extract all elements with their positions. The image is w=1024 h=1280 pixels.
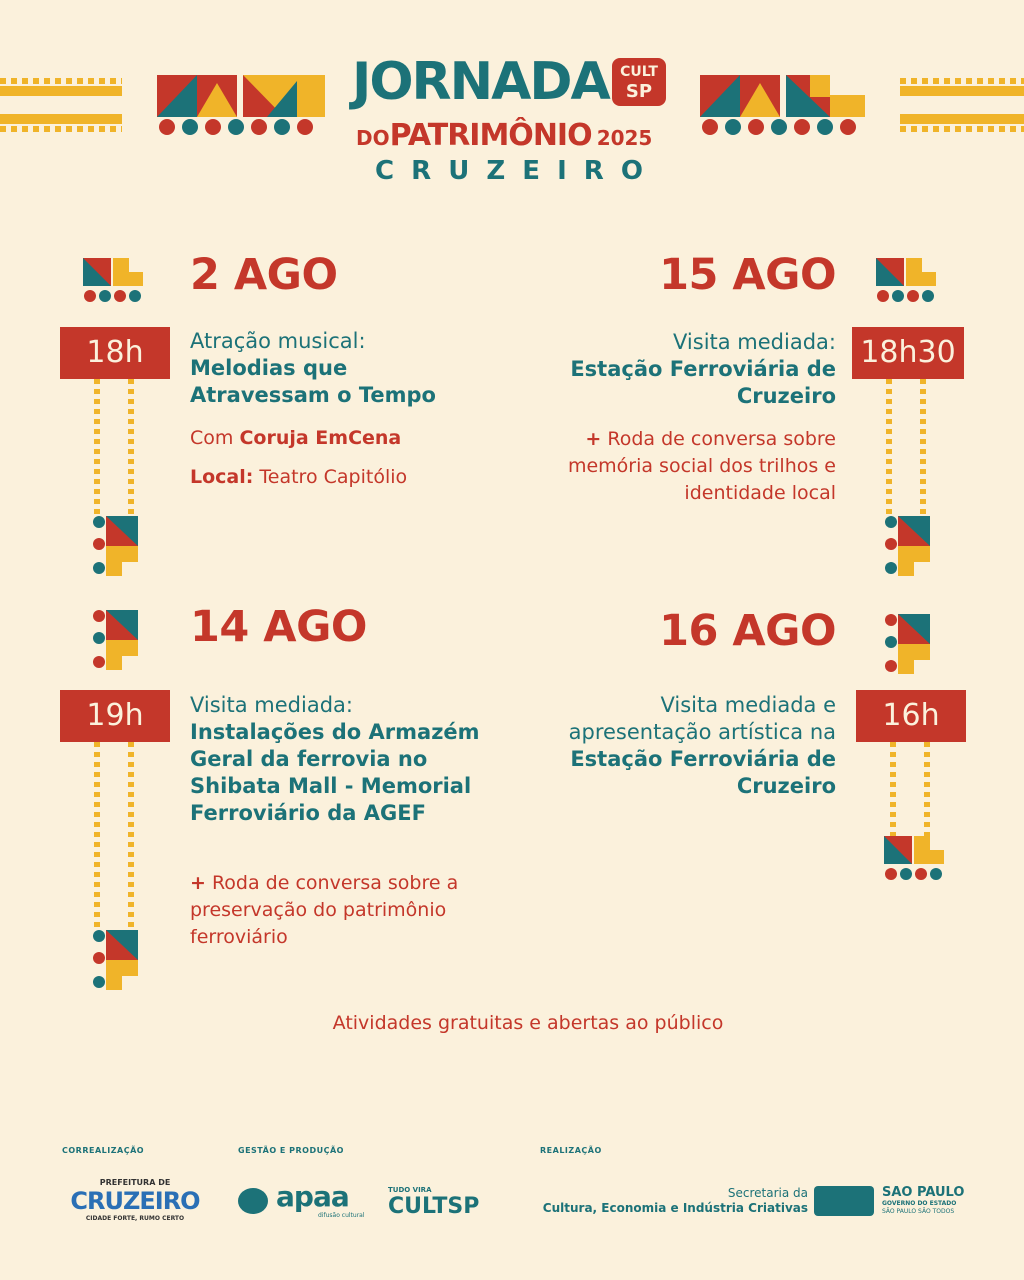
event-place-label: Local:	[190, 466, 254, 488]
train-icon-small	[876, 258, 938, 304]
event-title: Estação Ferroviária de Cruzeiro	[570, 357, 836, 408]
cultsp-badge	[612, 58, 666, 106]
event-extra-text: Roda de conversa sobre memória social dos trilhos e identidade local	[567, 428, 836, 504]
secretaria-line2: Cultura, Economia e Indústria Criativas	[542, 1201, 808, 1215]
event-date: 14 AGO	[190, 602, 367, 652]
label-correalizacao: CORREALIZAÇÃO	[62, 1146, 145, 1155]
cruzeiro-tag: CIDADE FORTE, RUMO CERTO	[85, 1215, 185, 1222]
cultsp-name: CULTSP	[388, 1194, 480, 1219]
train-block-icon	[92, 608, 140, 670]
event-title: Instalações do Armazém Geral da ferrovia no Shibata Mall - Memorial Ferroviário da AGEF	[190, 720, 480, 825]
event-extra-text: Roda de conversa sobre a preservação do patrimônio ferroviário	[190, 872, 459, 948]
apaa-name: apaa	[276, 1180, 349, 1213]
cruzeiro-name: CRUZEIRO	[70, 1187, 200, 1215]
title-do: DO	[356, 126, 390, 150]
sp-sub1: GOVERNO DO ESTADO	[882, 1200, 957, 1207]
rail-ladder	[886, 379, 926, 517]
event-lead: Atração musical:	[190, 329, 366, 353]
event-date: 15 AGO	[659, 250, 836, 300]
event-extra	[190, 870, 510, 951]
title-patrimonio	[356, 118, 676, 158]
event-place	[190, 464, 510, 491]
train-icon-small	[884, 836, 946, 882]
secretaria-text	[530, 1186, 808, 1216]
event-description	[536, 692, 836, 800]
train-icon-right	[700, 75, 865, 137]
event-title: Melodias que Atravessam o Tempo	[190, 356, 436, 407]
train-block-icon	[92, 514, 140, 576]
plus-icon: +	[585, 428, 602, 450]
time-badge: 16h	[856, 690, 966, 742]
title-year: 2025	[596, 126, 653, 150]
train-block-icon	[884, 514, 932, 576]
plus-icon: +	[190, 872, 206, 894]
rail-ladder	[890, 742, 930, 836]
event-lead: Visita mediada e apresentação artística na	[568, 693, 836, 744]
event-place-value: Teatro Capitólio	[253, 466, 408, 488]
footer	[0, 1140, 1024, 1240]
event-lead: Visita mediada:	[190, 693, 353, 717]
time-badge: 18h	[60, 327, 170, 379]
time-badge: 18h30	[852, 327, 964, 379]
rail-decoration-right	[900, 78, 1024, 134]
badge-bottom: SP	[625, 81, 653, 102]
event-with-prefix: Com	[190, 427, 240, 449]
rail-decoration-left	[0, 78, 122, 134]
sp-logo-text	[882, 1186, 992, 1216]
event-lead: Visita mediada:	[673, 330, 836, 354]
apaa-logo	[238, 1180, 368, 1219]
train-block-icon	[884, 612, 932, 674]
cruzeiro-logo	[60, 1178, 210, 1224]
apaa-mark-icon	[238, 1188, 268, 1214]
rail-ladder	[94, 379, 134, 517]
label-gestao: GESTÃO E PRODUÇÃO	[238, 1146, 344, 1155]
sp-sub2: SÃO PAULO SÃO TODOS	[882, 1208, 955, 1215]
event-with-name: Coruja EmCena	[239, 427, 402, 449]
event-title: Estação Ferroviária de Cruzeiro	[570, 747, 836, 798]
cultsp-logo	[388, 1186, 518, 1219]
train-icon-small	[83, 258, 145, 304]
event-date: 2 AGO	[190, 250, 338, 300]
sp-name: SAO PAULO	[882, 1185, 965, 1200]
badge-top: CULT	[620, 64, 658, 80]
secretaria-line1: Secretaria da	[727, 1186, 808, 1200]
free-activities-note: Atividades gratuitas e abertas ao público	[332, 1012, 724, 1034]
event-extra	[536, 426, 836, 507]
label-realizacao: REALIZAÇÃO	[540, 1146, 602, 1155]
header	[0, 0, 1024, 200]
rail-ladder	[94, 742, 134, 930]
apaa-sub: difusão cultural	[318, 1212, 365, 1219]
title-patrimonio-word: PATRIMÔNIO	[389, 118, 592, 153]
event-date: 16 AGO	[659, 606, 836, 656]
event-with	[190, 425, 510, 452]
train-icon-left	[157, 75, 325, 137]
city-name: C R U Z E I R O	[375, 156, 647, 186]
cruzeiro-top: PREFEITURA DE	[99, 1178, 171, 1187]
train-block-icon	[92, 928, 140, 990]
title-jornada: JORNADA	[352, 52, 609, 112]
sp-logo-icon	[814, 1186, 874, 1216]
cultsp-top: TUDO VIRA	[388, 1186, 432, 1194]
time-badge: 19h	[60, 690, 170, 742]
